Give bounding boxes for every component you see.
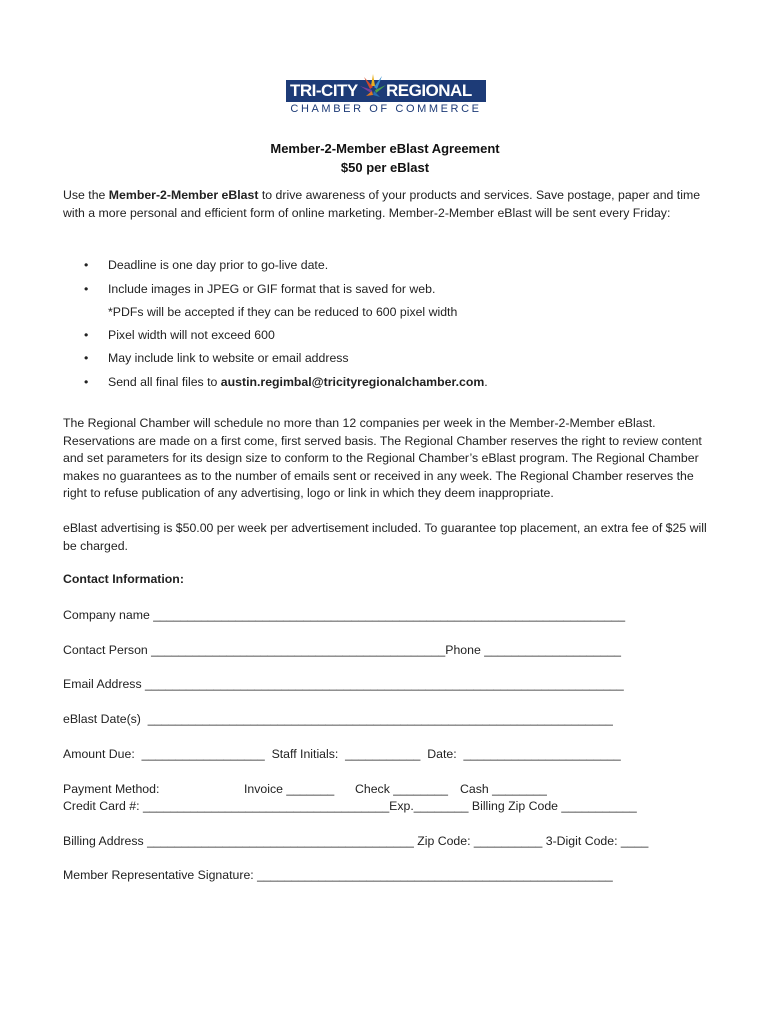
signature-label: Member Representative Signature: ____________________________________________________ xyxy=(63,868,613,882)
billing-address-label: Billing Address _______________________________________ Zip Code: __________ 3-Digit Code: ____ xyxy=(63,834,649,848)
email-address-field[interactable] xyxy=(63,675,624,693)
send-files-prefix: Send all final files to xyxy=(108,375,221,389)
logo-subtitle: CHAMBER OF COMMERCE xyxy=(290,103,482,115)
logo-left-text: TRI-CITY xyxy=(290,81,358,100)
company-name-field[interactable] xyxy=(63,606,625,624)
phone-field[interactable]: Phone ____________________ xyxy=(445,643,622,657)
credit-card-label: Credit Card #: ____________________________________Exp.________ Billing Zip Code ___________ xyxy=(63,799,637,813)
list-item-text xyxy=(108,373,488,391)
bullet-icon: • xyxy=(84,328,89,342)
bullet-icon: • xyxy=(84,258,89,272)
cash-option[interactable] xyxy=(460,780,547,798)
list-item-text: Pixel width will not exceed 600 xyxy=(108,328,275,342)
cash-label: Cash ________ xyxy=(460,782,547,796)
bullet-icon: • xyxy=(84,375,89,389)
list-note-text: *PDFs will be accepted if they can be reduced to 600 pixel width xyxy=(108,305,458,319)
intro-text-1: Use the xyxy=(63,188,109,202)
invoice-label: Invoice _______ xyxy=(244,782,335,796)
date-field[interactable]: Date: _______________________ xyxy=(427,747,621,761)
payment-method-label: Payment Method: xyxy=(63,782,160,796)
terms-paragraph: The Regional Chamber will schedule no more than 12 companies per week in the Member-2-Member eBlast. Reservations are made on a first come, first served basis. The Regional Chamber reserves the right to review content and set parameters for its design size to conform to the Regional Chamber’s eBlast program. The Regional Chamber makes no guarantees as to the number of emails sent or received in any week. The Regional Chamber reserves the right to refuse publication of any advertising, logo or link in which they deem inappropriate. xyxy=(63,416,702,501)
check-option[interactable] xyxy=(355,780,448,798)
amount-due-field[interactable]: Amount Due: __________________ xyxy=(63,747,265,761)
check-label: Check ________ xyxy=(355,782,448,796)
bullet-icon: • xyxy=(84,351,89,365)
signature-field[interactable] xyxy=(63,866,613,884)
document-price: $50 per eBlast xyxy=(340,160,430,175)
amount-row xyxy=(63,745,621,763)
intro-text-2: to drive awareness of your products and services. Save postage, paper and time with a more personal and efficient form of online marketing. Member-2-Member eBlast will be sent every Friday: xyxy=(63,188,701,220)
eblast-dates-label: eBlast Date(s) ____________________________________________________________________ xyxy=(63,712,613,726)
logo-burst-icon xyxy=(358,72,388,104)
pricing-paragraph: eBlast advertising is $50.00 per week per advertisement included. To guarantee top placement, an extra fee of $25 will be charged. xyxy=(63,521,707,553)
staff-initials-field[interactable]: Staff Initials: ___________ xyxy=(271,747,421,761)
send-files-suffix: . xyxy=(484,375,488,389)
contact-phone-row xyxy=(63,641,621,659)
company-name-label: Company name _____________________________________________________________________ xyxy=(63,608,626,622)
intro-bold: Member-2-Member eBlast xyxy=(108,188,259,202)
eblast-dates-field[interactable] xyxy=(63,710,613,728)
list-item-text: Include images in JPEG or GIF format that is saved for web. xyxy=(108,282,436,296)
chamber-logo xyxy=(286,74,486,120)
email-address-label: Email Address ______________________________________________________________________ xyxy=(63,677,624,691)
invoice-option[interactable] xyxy=(244,780,334,798)
credit-card-field[interactable] xyxy=(63,797,637,815)
contact-email-link[interactable]: austin.regimbal@tricityregionalchamber.com xyxy=(220,375,485,389)
billing-address-field[interactable] xyxy=(63,832,648,850)
list-item-text: Deadline is one day prior to go-live date. xyxy=(108,258,329,272)
logo-right-text: REGIONAL xyxy=(386,81,472,100)
list-item-text: May include link to website or email address xyxy=(108,351,349,365)
contact-heading: Contact Information: xyxy=(63,572,184,586)
payment-method-row xyxy=(63,780,159,798)
document-title: Member-2-Member eBlast Agreement xyxy=(270,141,500,156)
intro-paragraph xyxy=(63,187,713,222)
bullet-icon: • xyxy=(84,282,89,296)
contact-person-field[interactable]: Contact Person ___________________________________________ xyxy=(63,643,446,657)
